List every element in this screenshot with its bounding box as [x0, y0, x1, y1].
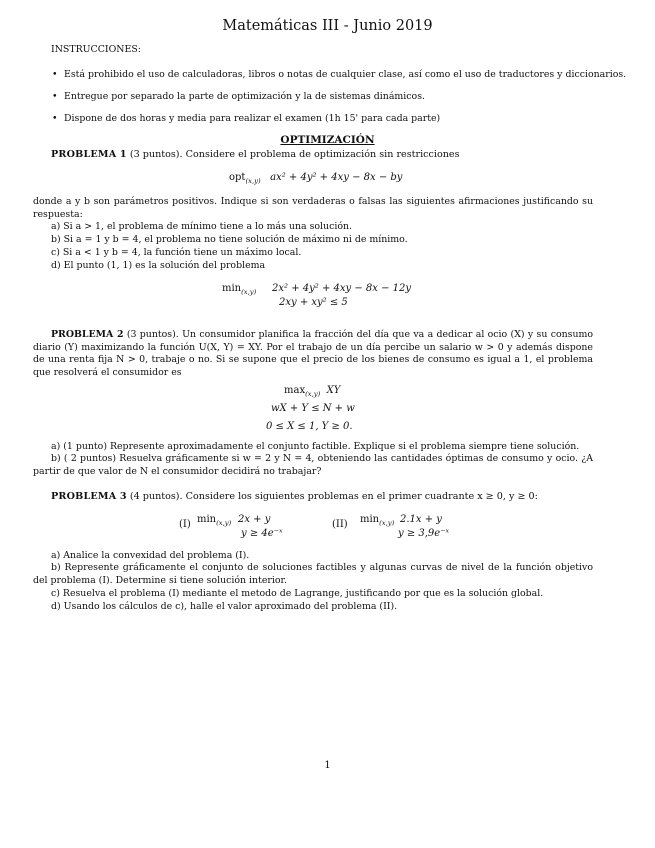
- page-title: Matemáticas III - Junio 2019: [222, 18, 433, 34]
- problem3-item-c: c) Resuelva el problema (I) mediante el metodo de Lagrange, justificando por que es la solución global.: [51, 588, 544, 599]
- problem2-text: [33, 329, 593, 379]
- page-number: 1: [324, 760, 331, 771]
- problem2-label: PROBLEMA 2: [51, 329, 124, 340]
- problem1-intro: donde a y b son parámetros positivos. Indique si son verdaderas o falsas las siguientes afirmaciones justificando su respuesta:: [33, 196, 593, 220]
- bullet-icon: •: [52, 69, 58, 80]
- problem1-header: [51, 149, 460, 160]
- problem2-statement: Un consumidor planifica la fracción del día que va a dedicar al ocio (X) y su consumo diario (Y) maximizando la función U(X, Y) = XY. Por el trabajo de un día percibe un salario w > 0 y además dispone de una renta fija N > 0, trabaje o no. Si se supone que el precio de los bienes de consumo es igual a 1, el problema que resolverá el consumidor es: [33, 329, 594, 378]
- instructions-heading: INSTRUCCIONES:: [51, 44, 141, 55]
- instruction-item: • Dispone de dos horas y media para realizar el examen (1h 15' para cada parte): [52, 113, 441, 124]
- problem1-item-b: b) Si a = 1 y b = 4, el problema no tiene solución de máximo ni de mínimo.: [51, 234, 408, 245]
- problem1-min-op: $\min_{(x,y)}$: [222, 283, 257, 296]
- problem3-item-b: b) Represente gráficamente el conjunto de soluciones factibles y algunas curvas de nivel de la función objetivo del problema (I). Determine si tiene solución interior.: [33, 562, 593, 586]
- problem1-item-d: d) El punto (1, 1) es la solución del problema: [51, 260, 266, 271]
- problem3-statement: Considere los siguientes problemas en el primer cuadrante x ≥ 0, y ≥ 0:: [185, 491, 538, 502]
- problem2-points: (3 puntos).: [126, 329, 179, 340]
- problem2-constraint-1: wX + Y ≤ N + w: [271, 403, 355, 414]
- bullet-icon: •: [52, 113, 58, 124]
- bullet-icon: •: [52, 91, 58, 102]
- instruction-item: • Entregue por separado la parte de optimización y la de sistemas dinámicos.: [52, 91, 425, 102]
- problem3-label: PROBLEMA 3: [51, 491, 127, 502]
- problem2-constraint-2: 0 ≤ X ≤ 1, Y ≥ 0.: [266, 421, 353, 432]
- problem1-points: (3 puntos).: [129, 149, 183, 160]
- problem1-formula: opt$_{(x,y)}$ ax² + 4y² + 4xy − 8x − by: [229, 172, 403, 185]
- problem3-points: (4 puntos).: [129, 491, 183, 502]
- problem2-item-a: a) (1 punto) Represente aproximadamente el conjunto factible. Explique si el problema siempre tiene solución.: [51, 441, 580, 452]
- problem3-p1-label: (I): [179, 519, 191, 530]
- problem3-p1-op: $\min_{(x,y)}$: [197, 514, 232, 527]
- problem1-item-a: a) Si a > 1, el problema de mínimo tiene a lo más una solución.: [51, 221, 352, 232]
- problem1-min-constraint: 2xy + xy² ≤ 5: [279, 297, 348, 308]
- problem2-max: $\max_{(x,y)}$ XY: [284, 385, 341, 398]
- problem2-item-b: b) ( 2 puntos) Resuelva gráficamente si w = 2 y N = 4, obteniendo las cantidades óptimas de consumo y ocio. ¿A partir de que valor de N el consumidor decidirá no trabajar?: [33, 453, 593, 477]
- problem1-label: PROBLEMA 1: [51, 149, 127, 160]
- problem3-item-d: d) Usando los cálculos de c), halle el valor aproximado del problema (II).: [51, 601, 398, 612]
- instruction-item: • Está prohibido el uso de calculadoras, libros o notas de cualquier clase, así como el uso de traductores y diccionarios.: [52, 69, 627, 80]
- section-title: OPTIMIZACIÓN: [280, 134, 375, 146]
- problem3-item-a: a) Analice la convexidad del problema (I).: [51, 550, 250, 561]
- problem3-p2-constraint: y ≥ 3,9e⁻ˣ: [398, 528, 450, 539]
- problem3-p1-objective: 2x + y: [238, 514, 271, 525]
- problem3-p2-objective: 2.1x + y: [400, 514, 442, 525]
- problem1-statement: Considere el problema de optimización sin restricciones: [185, 149, 460, 160]
- problem3-p2-label: (II): [332, 519, 348, 530]
- problem3-header: [51, 491, 538, 502]
- problem3-p1-constraint: y ≥ 4e⁻ˣ: [241, 528, 283, 539]
- problem1-min-objective: 2x² + 4y² + 4xy − 8x − 12y: [272, 283, 412, 294]
- problem1-item-c: c) Si a < 1 y b = 4, la función tiene un máximo local.: [51, 247, 302, 258]
- problem3-p2-op: $\min_{(x,y)}$: [360, 514, 395, 527]
